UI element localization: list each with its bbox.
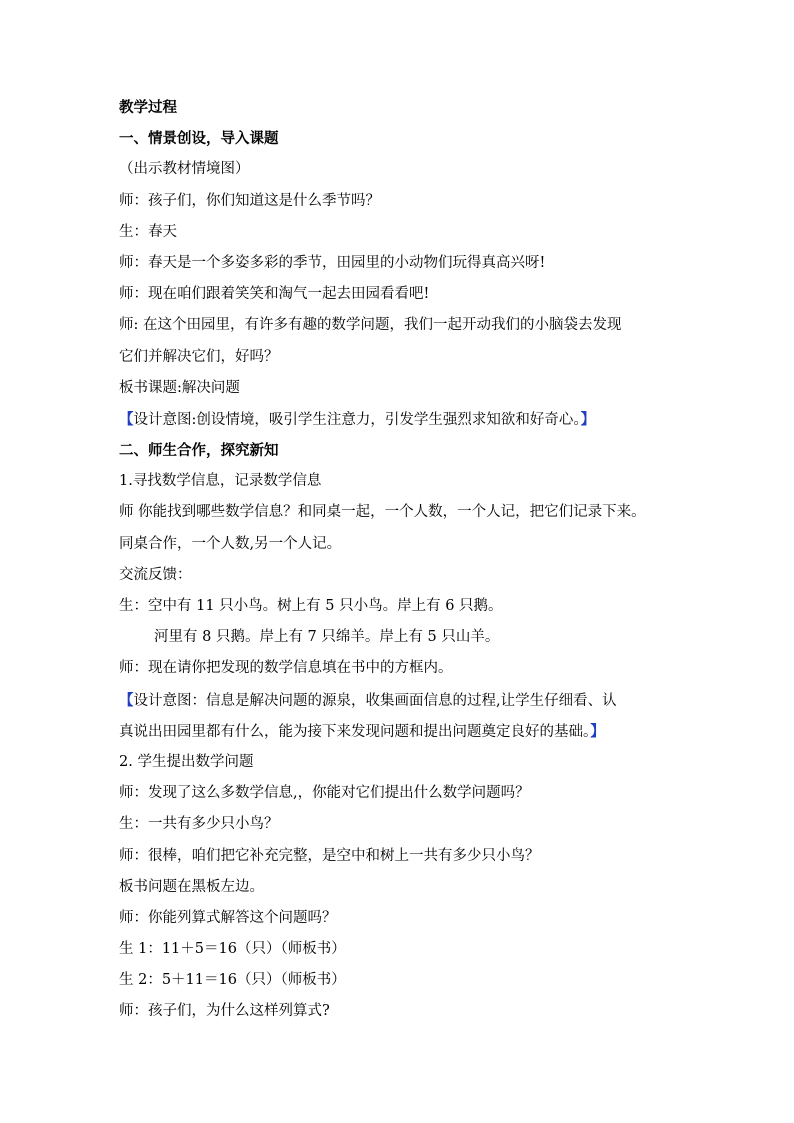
teacher-line-complete: 师：很棒，咱们把它补充完整，是空中和树上一共有多少只小鸟？ <box>119 847 540 864</box>
design-intent-2-text-1: 设计意图：信息是解决问题的源泉，收集画面信息的过程,让学生仔细看、认 <box>133 692 617 709</box>
stage-direction-show-image: （出示教材情境图） <box>119 161 250 178</box>
teacher-line-ask: 师：发现了这么多数学信息,，你能对它们提出什么数学问题吗？ <box>119 785 530 802</box>
teacher-line-why: 师：孩子们，为什么这样列算式? <box>119 1003 330 1020</box>
design-intent-2-line-2 <box>119 716 689 747</box>
teacher-line-spring-desc: 师：春天是一个多姿多彩的季节，田园里的小动物们玩得真高兴呀! <box>119 254 546 271</box>
student-line-spring: 生：春天 <box>119 223 177 240</box>
student-1-equation: 生 1：11＋5＝16（只）（师板书） <box>119 941 346 958</box>
board-topic-line: 板书课题:解决问题 <box>119 379 240 396</box>
teacher-line-problems-2: 它们并解决它们，好吗？ <box>119 348 279 365</box>
student-info-line-2: 河里有 8 只鹅。岸上有 7 只绵羊。岸上有 5 只山羊。 <box>154 629 500 646</box>
design-intent-2-line-1 <box>119 685 689 716</box>
design-close-bracket: 】 <box>580 410 596 428</box>
design-intent-1 <box>119 404 689 435</box>
board-left-line: 板书问题在黑板左边。 <box>119 878 264 895</box>
feedback-line: 交流反馈： <box>119 566 192 583</box>
section-heading-2: 二、师生合作，探究新知 <box>119 442 279 460</box>
document-title: 教学过程 <box>119 99 177 116</box>
section-heading-1: 一、情景创设，导入课题 <box>119 130 279 148</box>
step-1-heading: 1.寻找数学信息，记录数学信息 <box>119 473 322 490</box>
teacher-line-follow: 师：现在咱们跟着笑笑和淘气一起去田园看看吧! <box>119 286 430 303</box>
design-open-bracket: 【 <box>119 691 134 709</box>
student-2-equation: 生 2：5＋11＝16（只）（师板书） <box>119 972 346 989</box>
teacher-line-season: 师：孩子们，你们知道这是什么季节吗？ <box>119 192 380 209</box>
design-close-bracket: 】 <box>590 722 605 740</box>
student-info-line-1: 生：空中有 11 只小鸟。树上有 5 只小鸟。岸上有 6 只鹅。 <box>119 598 503 614</box>
design-open-bracket: 【 <box>119 410 134 428</box>
teacher-line-problems-1: 师: 在这个田园里，有许多有趣的数学问题，我们一起开动我们的小脑袋去发现 <box>119 317 622 334</box>
design-intent-1-text: 设计意图:创设情境，吸引学生注意力，引发学生强烈求知欲和好奇心。 <box>133 411 581 428</box>
lesson-document <box>119 92 689 1028</box>
student-line-birds: 生：一共有多少只小鸟？ <box>119 816 279 833</box>
pair-work-line: 同桌合作，一个人数,另一个人记。 <box>119 535 342 552</box>
step-2-heading: 2. 学生提出数学问题 <box>119 753 254 770</box>
design-intent-2-text-2: 真说出田园里都有什么，能为接下来发现问题和提出问题奠定良好的基础。 <box>119 723 591 740</box>
teacher-line-solve: 师：你能列算式解答这个问题吗？ <box>119 909 337 926</box>
teacher-line-find: 师 你能找到哪些数学信息？和同桌一起，一个人数，一个人记，把它们记录下来。 <box>119 504 646 521</box>
teacher-line-fill: 师：现在请你把发现的数学信息填在书中的方框内。 <box>119 660 453 677</box>
